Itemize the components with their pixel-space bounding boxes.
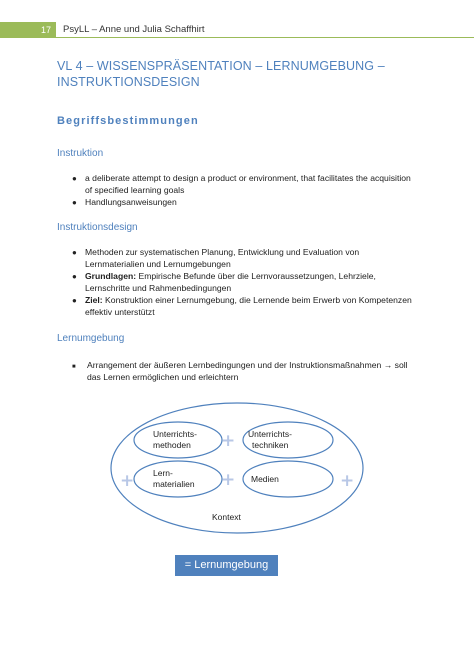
page-header (0, 22, 474, 38)
lernumgebung-list (0, 360, 417, 383)
bullet-icon: ● (72, 198, 77, 207)
list-item (0, 360, 417, 383)
instruktion-heading: Instruktion (57, 148, 104, 159)
plus-icon: + (221, 470, 236, 490)
lernumgebung-diagram (108, 400, 366, 536)
square-bullet-icon: ■ (72, 364, 76, 370)
lernumgebung-heading: Lernumgebung (57, 333, 125, 344)
bullet-icon: ● (72, 272, 77, 281)
instruktionsdesign-list (0, 247, 415, 318)
section-heading: Begriffsbestimmungen (57, 115, 199, 127)
bullet-icon: ● (72, 296, 77, 305)
plus-icon: + (120, 471, 135, 491)
page-title-line-1: VL 4 – WISSENSPRÄSENTATION – LERNUMGEBUNG – (57, 59, 385, 73)
plus-icon: + (340, 471, 355, 491)
svg-text:Lern-: Lern- (153, 468, 173, 478)
instruktion-list (0, 173, 415, 209)
node-lernmaterialien (134, 461, 222, 497)
node-unterrichtstechniken (243, 422, 333, 458)
list-item-text: Arrangement der äußeren Lernbedingungen und der Instruktionsmaßnahmen → soll das Lernen ermöglichen und erleichtern (87, 360, 408, 382)
list-item-text: Grundlagen: Empirische Befunde über die Lernvoraussetzungen, Lehrziele, Lernschritte und Rahmenbedingungen (85, 271, 376, 293)
page-title-line-2: INSTRUKTIONSDESIGN (57, 75, 200, 89)
list-item (0, 271, 415, 294)
list-item (0, 247, 415, 270)
list-item-text: Methoden zur systematischen Planung, Entwicklung und Evaluation von Lernmaterialien und Lernumgebungen (85, 247, 360, 269)
svg-text:Unterrichts-: Unterrichts- (153, 429, 197, 439)
node-unterrichtsmethoden (134, 422, 222, 458)
header-divider (56, 37, 474, 38)
list-item (0, 197, 415, 209)
svg-text:methoden: methoden (153, 440, 191, 450)
list-item-text: Ziel: Konstruktion einer Lernumgebung, die Lernende beim Erwerb von Kompetenzen effektiv unterstützt (85, 295, 412, 317)
bullet-icon: ● (72, 248, 77, 257)
list-item (0, 295, 415, 318)
svg-text:Unterrichts-: Unterrichts- (248, 429, 292, 439)
page-title (57, 58, 437, 90)
plus-icon: + (221, 431, 236, 451)
instruktionsdesign-heading: Instruktionsdesign (57, 222, 138, 233)
list-item-text: Handlungsanweisungen (85, 197, 177, 207)
node-medien (243, 461, 333, 497)
bullet-icon: ● (72, 174, 77, 183)
svg-text:Medien: Medien (251, 474, 279, 484)
page-number: 17 (0, 22, 56, 38)
context-label: Kontext (212, 512, 241, 522)
list-item-text: a deliberate attempt to design a product or environment, that facilitates the acquisition of specified learning goals (85, 173, 411, 195)
svg-text:materialien: materialien (153, 479, 195, 489)
result-label: = Lernumgebung (175, 555, 278, 576)
list-item (0, 173, 415, 196)
header-title: PsyLL – Anne und Julia Schaffhirt (63, 24, 205, 35)
svg-text:techniken: techniken (252, 440, 289, 450)
